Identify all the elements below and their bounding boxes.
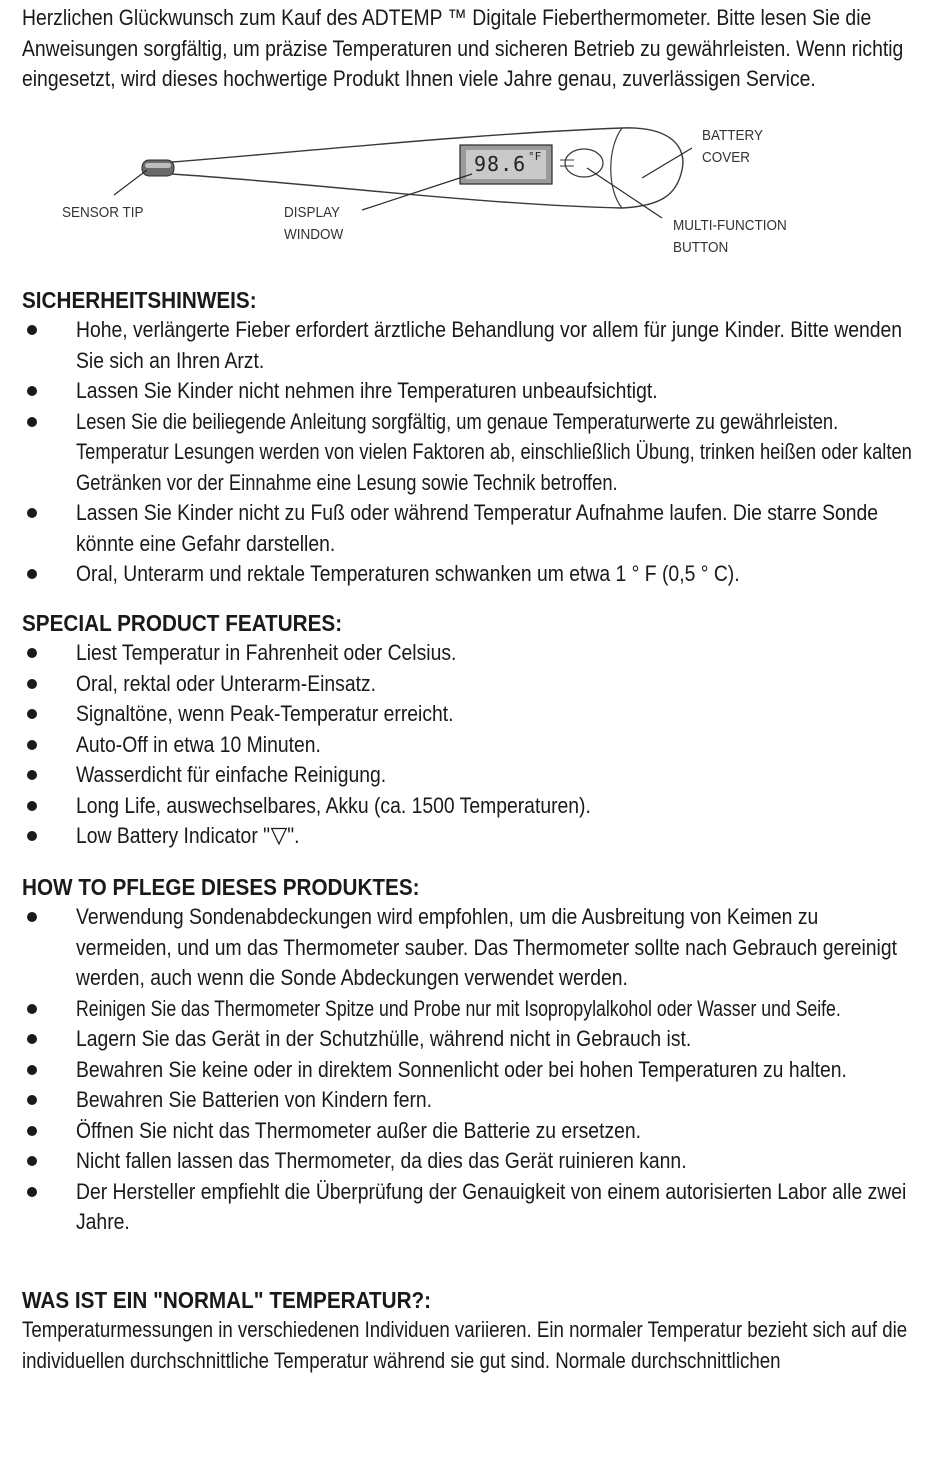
list-item: Lassen Sie Kinder nicht zu Fuß oder während Temperatur Aufnahme laufen. Die starre Sonde könnte eine Gefahr darstellen. [22, 498, 917, 559]
multi-function-button-shape [565, 149, 603, 177]
bullet-icon [27, 679, 37, 689]
list-item: Öffnen Sie nicht das Thermometer außer die Batterie zu ersetzen. [22, 1116, 917, 1147]
safety-heading: SICHERHEITSHINWEIS: [22, 287, 257, 313]
bullet-icon [27, 831, 37, 841]
bullet-icon [27, 1065, 37, 1075]
bullet-icon [27, 709, 37, 719]
bullet-icon [27, 801, 37, 811]
list-item: Low Battery Indicator " ". [22, 821, 917, 852]
low-battery-triangle-icon [270, 826, 287, 846]
display-unit: °F [528, 150, 542, 163]
list-item: Bewahren Sie Batterien von Kindern fern. [22, 1085, 917, 1116]
bullet-icon [27, 508, 37, 518]
normal-temperature-heading: WAS IST EIN "NORMAL" TEMPERATUR?: [22, 1287, 432, 1313]
label-multi-function-line1: MULTI-FUNCTION [673, 217, 787, 234]
label-multi-function-line2: BUTTON [673, 239, 729, 256]
care-heading: HOW TO PFLEGE DIESES PRODUKTES: [22, 874, 420, 900]
list-item: Signaltöne, wenn Peak-Temperatur erreicht. [22, 699, 917, 730]
features-list [22, 638, 917, 852]
care-section [22, 872, 917, 1238]
list-item: Oral, rektal oder Unterarm-Einsatz. [22, 669, 917, 700]
thermometer-diagram [22, 118, 917, 278]
label-display-window-line1: DISPLAY [284, 204, 341, 221]
bullet-icon [27, 569, 37, 579]
sensor-tip-leader [114, 170, 147, 195]
bullet-icon [27, 1095, 37, 1105]
list-item: Hohe, verlängerte Fieber erfordert ärztliche Behandlung vor allem für junge Kinder. Bitte wenden Sie sich an Ihren Arzt. [22, 315, 917, 376]
bullet-icon [27, 1187, 37, 1197]
list-item: Wasserdicht für einfache Reinigung. [22, 760, 917, 791]
list-item: Liest Temperatur in Fahrenheit oder Celsius. [22, 638, 917, 669]
safety-section [22, 285, 917, 590]
list-item: Lesen Sie die beiliegende Anleitung sorgfältig, um genaue Temperaturwerte zu gewährleisten. Temperatur Lesungen werden von vielen Faktoren ab, einschließlich Übung, trinken heißen oder kalten Getränken vor der Einnahme eine Lesung sowie Technik betroffen. [22, 407, 917, 499]
label-battery-cover-line1: BATTERY [702, 127, 764, 144]
display-reading: 98.6 [474, 152, 527, 176]
bullet-icon [27, 1004, 37, 1014]
normal-temperature-text: Temperaturmessungen in verschiedenen Individuen variieren. Ein normaler Temperatur bezieht sich auf die individuellen durchschnittliche Temperatur während sie gut sind. Normale durchschnittlichen [22, 1317, 908, 1373]
bullet-icon [27, 648, 37, 658]
bullet-icon [27, 912, 37, 922]
thermometer-body [172, 128, 683, 208]
list-item: Lassen Sie Kinder nicht nehmen ihre Temperaturen unbeaufsichtigt. [22, 376, 917, 407]
bullet-icon [27, 740, 37, 750]
normal-temperature-section [22, 1285, 917, 1376]
bullet-icon [27, 325, 37, 335]
bullet-icon [27, 1156, 37, 1166]
care-list [22, 902, 917, 1238]
bullet-icon [27, 417, 37, 427]
label-sensor-tip: SENSOR TIP [62, 204, 144, 221]
list-item: Bewahren Sie keine oder in direktem Sonnenlicht oder bei hohen Temperaturen zu halten. [22, 1055, 917, 1086]
features-heading: SPECIAL PRODUCT FEATURES: [22, 610, 343, 636]
list-item: Der Hersteller empfiehlt die Überprüfung der Genauigkeit von einem autorisierten Labor alle zwei Jahre. [22, 1177, 917, 1238]
list-item: Nicht fallen lassen das Thermometer, da dies das Gerät ruinieren kann. [22, 1146, 917, 1177]
bullet-icon [27, 386, 37, 396]
list-item: Long Life, auswechselbares, Akku (ca. 1500 Temperaturen). [22, 791, 917, 822]
list-item: Lagern Sie das Gerät in der Schutzhülle, während nicht in Gebrauch ist. [22, 1024, 917, 1055]
intro-paragraph: Herzlichen Glückwunsch zum Kauf des ADTEMP ™ Digitale Fieberthermometer. Bitte lesen Sie die Anweisungen sorgfältig, um präzise Temperaturen und sicheren Betrieb zu gewährleisten. Wenn richtig eingesetzt, wird dieses hochwertige Produkt Ihnen viele Jahre genau, zuverlässigen Service. [22, 5, 904, 91]
list-item: Oral, Unterarm und rektale Temperaturen schwanken um etwa 1 ° F (0,5 ° C). [22, 559, 917, 590]
label-battery-cover-line2: COVER [702, 149, 751, 166]
label-display-window-line2: WINDOW [284, 226, 344, 243]
bullet-icon [27, 1126, 37, 1136]
bullet-icon [27, 770, 37, 780]
list-item: Verwendung Sondenabdeckungen wird empfohlen, um die Ausbreitung von Keimen zu vermeiden, und um das Thermometer sauber. Das Thermometer sollte nach Gebrauch gereinigt werden, auch wenn die Sonde Abdeckungen verwendet werden. [22, 902, 917, 994]
safety-list [22, 315, 917, 590]
thermometer-illustration [22, 118, 917, 278]
list-item: Reinigen Sie das Thermometer Spitze und Probe nur mit Isopropylalkohol oder Wasser und Seife. [22, 994, 917, 1025]
bullet-icon [27, 1034, 37, 1044]
features-section [22, 608, 917, 852]
list-item: Auto-Off in etwa 10 Minuten. [22, 730, 917, 761]
